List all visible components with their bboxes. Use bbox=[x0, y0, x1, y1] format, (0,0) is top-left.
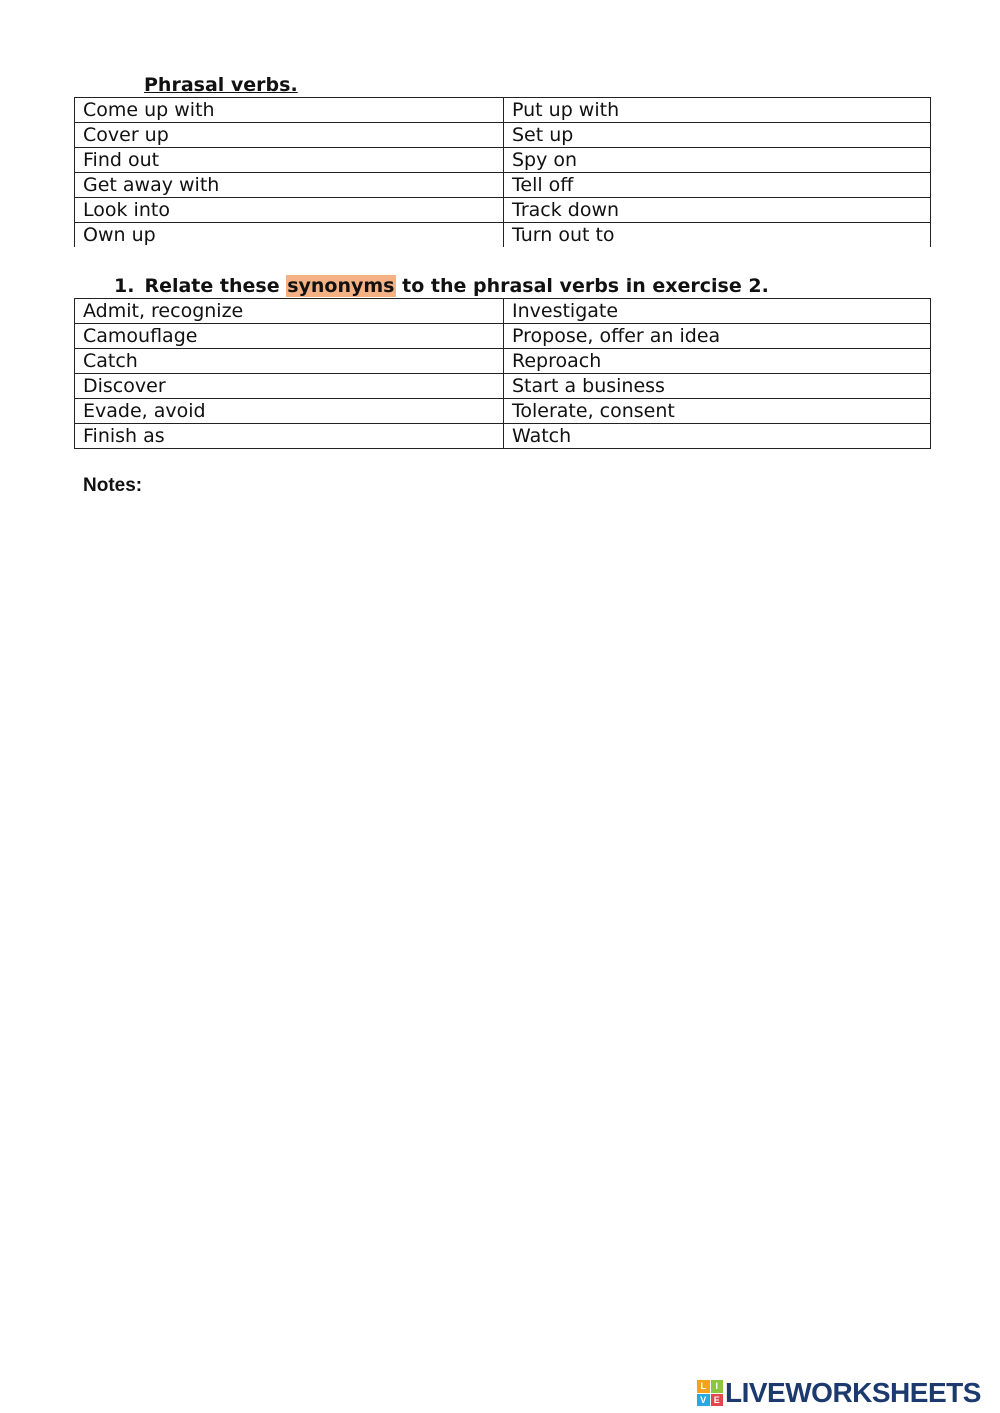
table-cell: Investigate bbox=[504, 299, 931, 324]
table-cell: Spy on bbox=[504, 148, 931, 173]
brand-watermark bbox=[697, 1378, 981, 1408]
table-cell: Watch bbox=[504, 424, 931, 449]
table-cell: Evade, avoid bbox=[75, 399, 504, 424]
synonyms-table bbox=[74, 298, 931, 449]
table-row bbox=[75, 223, 931, 248]
table-cell: Start a business bbox=[504, 374, 931, 399]
table-cell: Find out bbox=[75, 148, 504, 173]
highlighted-word: synonyms bbox=[287, 275, 395, 297]
table-cell: Catch bbox=[75, 349, 504, 374]
table-cell: Propose, offer an idea bbox=[504, 324, 931, 349]
table-cell: Look into bbox=[75, 198, 504, 223]
table-row bbox=[75, 424, 931, 449]
notes-label: Notes: bbox=[83, 475, 143, 496]
phrasal-verbs-table bbox=[74, 97, 931, 247]
table-row bbox=[75, 324, 931, 349]
table-row bbox=[75, 374, 931, 399]
table-row bbox=[75, 123, 931, 148]
table-cell: Get away with bbox=[75, 173, 504, 198]
instruction-text-start: Relate these bbox=[144, 275, 280, 297]
instruction-text-end: to the phrasal verbs in exercise 2. bbox=[402, 275, 769, 297]
table-cell: Put up with bbox=[504, 98, 931, 123]
logo-letter: L bbox=[697, 1380, 710, 1393]
table-cell: Set up bbox=[504, 123, 931, 148]
table-row bbox=[75, 299, 931, 324]
table-cell: Tolerate, consent bbox=[504, 399, 931, 424]
table-row bbox=[75, 349, 931, 374]
table-cell: Finish as bbox=[75, 424, 504, 449]
table-row bbox=[75, 98, 931, 123]
table-cell: Admit, recognize bbox=[75, 299, 504, 324]
logo-letter: E bbox=[711, 1394, 724, 1407]
section-heading-phrasal-verbs: Phrasal verbs. bbox=[144, 74, 298, 96]
table-cell: Tell off bbox=[504, 173, 931, 198]
table-row bbox=[75, 198, 931, 223]
exercise-instruction bbox=[114, 274, 769, 298]
brand-name: LIVEWORKSHEETS bbox=[725, 1377, 981, 1408]
table-row bbox=[75, 173, 931, 198]
exercise-number: 1. bbox=[114, 275, 135, 297]
table-row bbox=[75, 399, 931, 424]
table-cell: Discover bbox=[75, 374, 504, 399]
logo-letter: V bbox=[697, 1394, 710, 1407]
table-cell: Come up with bbox=[75, 98, 504, 123]
table-cell: Cover up bbox=[75, 123, 504, 148]
brand-logo-icon bbox=[697, 1380, 723, 1406]
table-cell: Reproach bbox=[504, 349, 931, 374]
table-cell: Track down bbox=[504, 198, 931, 223]
table-row bbox=[75, 148, 931, 173]
table-cell: Turn out to bbox=[504, 223, 931, 248]
logo-letter: I bbox=[711, 1380, 724, 1393]
table-cell: Camouflage bbox=[75, 324, 504, 349]
table-cell: Own up bbox=[75, 223, 504, 248]
